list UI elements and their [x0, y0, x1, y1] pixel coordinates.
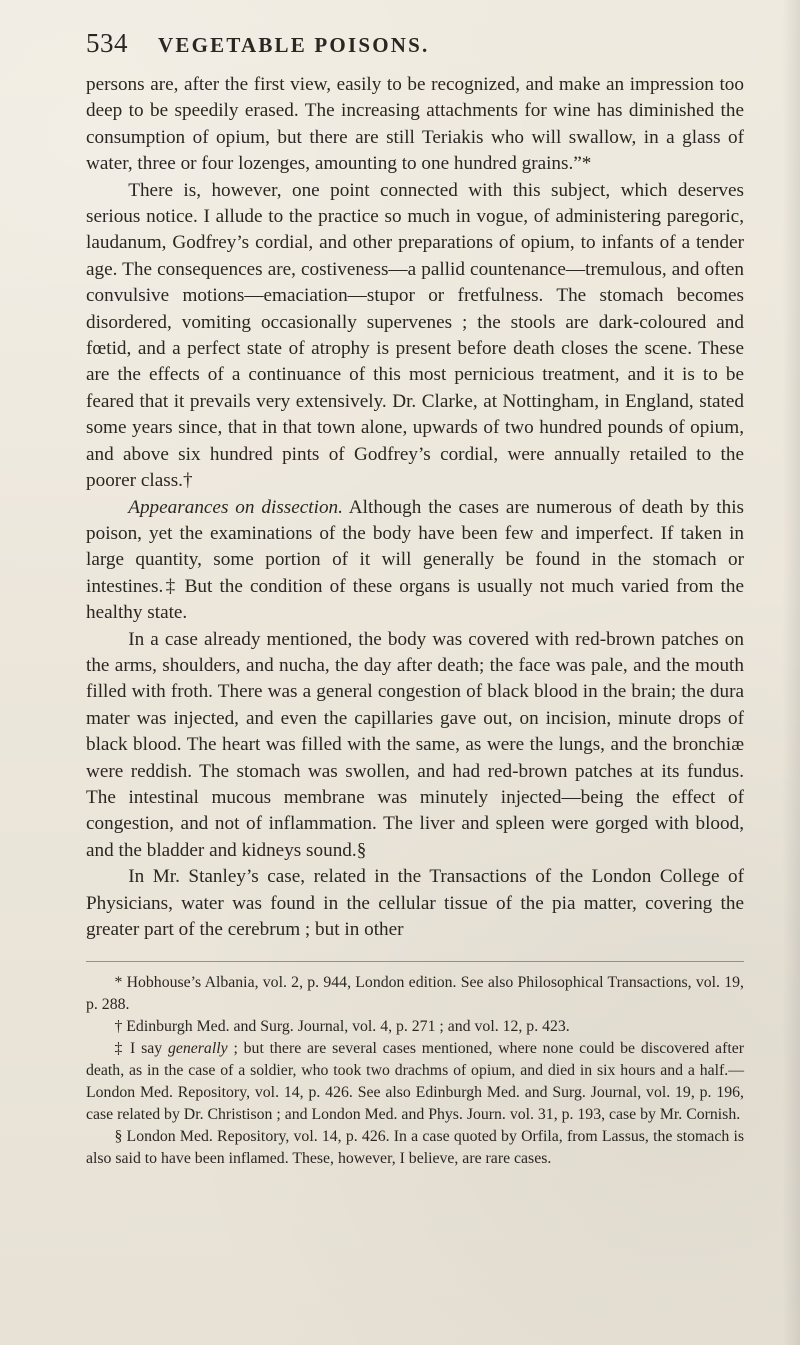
- footnote-divider: [86, 961, 744, 962]
- running-head: VEGETABLE POISONS.: [158, 33, 430, 57]
- footnote-3-text: ; but there are several cases mentioned, where none could be discovered after death, as in the case of a soldier, who took two drachms of opium, and died in six hours and a half.—London Med. Repository, vol. 14, p. 426. See also Edinburgh Med. and Surg. Journal, vol. 19, p. 196, case related by Dr. Christison ; and London Med. and Phys. Journ. vol. 31, p. 193, case by Mr. Cornish.: [86, 1040, 744, 1124]
- page-number: 534: [86, 28, 128, 58]
- footnote-3-italic: generally: [167, 1040, 228, 1058]
- paragraph-3-text: Although the cases are numerous of death by this poison, yet the examinations of the body have been few and imperfect. If taken in large quantity, some portion of it will generally be found in the stomach or intestines.‡ But the condition of these organs is usually not much varied from the healthy state.: [86, 496, 744, 624]
- page-edge-shadow: [782, 0, 800, 1345]
- main-text: [86, 72, 744, 943]
- footnote-4: § London Med. Repository, vol. 14, p. 426. In a case quoted by Orfila, from Lassus, the stomach is also said to have been inflamed. These, however, I believe, are rare cases.: [86, 1128, 744, 1168]
- paragraph-2: There is, however, one point connected with this subject, which deserves serious notice. I allude to the practice so much in vogue, of administering paregoric, laudanum, Godfrey’s cordial, and other preparations of opium, to infants of a tender age. The consequences are, costiveness—a pallid countenance—tremulous, and often convulsive motions—emaciation—stupor or fretfulness. The stomach becomes disordered, vomiting occasionally supervenes ; the stools are dark-coloured and fœtid, and a perfect state of atrophy is present before death closes the scene. These are the effects of a continuance of this most pernicious treatment, and it is to be feared that it prevails very extensively. Dr. Clarke, at Nottingham, in England, stated some years since, that in that town alone, upwards of two hundred pounds of opium, and above six hundred pints of Godfrey’s cordial, were annually retailed to the poorer class.†: [86, 179, 744, 492]
- footnote-3: [86, 1038, 744, 1126]
- paragraph-4: In a case already mentioned, the body was covered with red-brown patches on the arms, shoulders, and nucha, the day after death; the face was pale, and the mouth filled with froth. There was a general congestion of black blood in the brain; the dura mater was injected, and even the capillaries gave out, on incision, minute drops of black blood. The heart was filled with the same, as were the lungs, and the bronchiæ were reddish. The stomach was swollen, and had red-brown patches at its fundus. The intestinal mucous membrane was minutely injected—being the effect of congestion, and not of inflammation. The liver and spleen were gorged with blood, and the bladder and kidneys sound.§: [86, 628, 744, 861]
- footnote-2: † Edinburgh Med. and Surg. Journal, vol. 4, p. 271 ; and vol. 12, p. 423.: [114, 1018, 570, 1036]
- paragraph-1: persons are, after the first view, easily to be recognized, and make an impression too deep to be speedily erased. The increasing attachments for wine has diminished the consumption of opium, but there are still Teriakis who will swallow, in a glass of water, three or four lozenges, amounting to one hundred grains.”*: [86, 74, 744, 175]
- footnotes: [86, 972, 744, 1170]
- page-header: [86, 28, 744, 72]
- footnote-3-mark: ‡ I say: [114, 1040, 168, 1058]
- paragraph-5: In Mr. Stanley’s case, related in the Transactions of the London College of Physicians, water was found in the cellular tissue of the pia matter, covering the greater part of the cerebrum ; but in other: [86, 866, 744, 940]
- footnote-1: * Hobhouse’s Albania, vol. 2, p. 944, London edition. See also Philosophical Transactions, vol. 19, p. 288.: [86, 974, 744, 1014]
- paragraph-3: [86, 495, 744, 627]
- section-heading: Appearances on dissection.: [128, 496, 343, 518]
